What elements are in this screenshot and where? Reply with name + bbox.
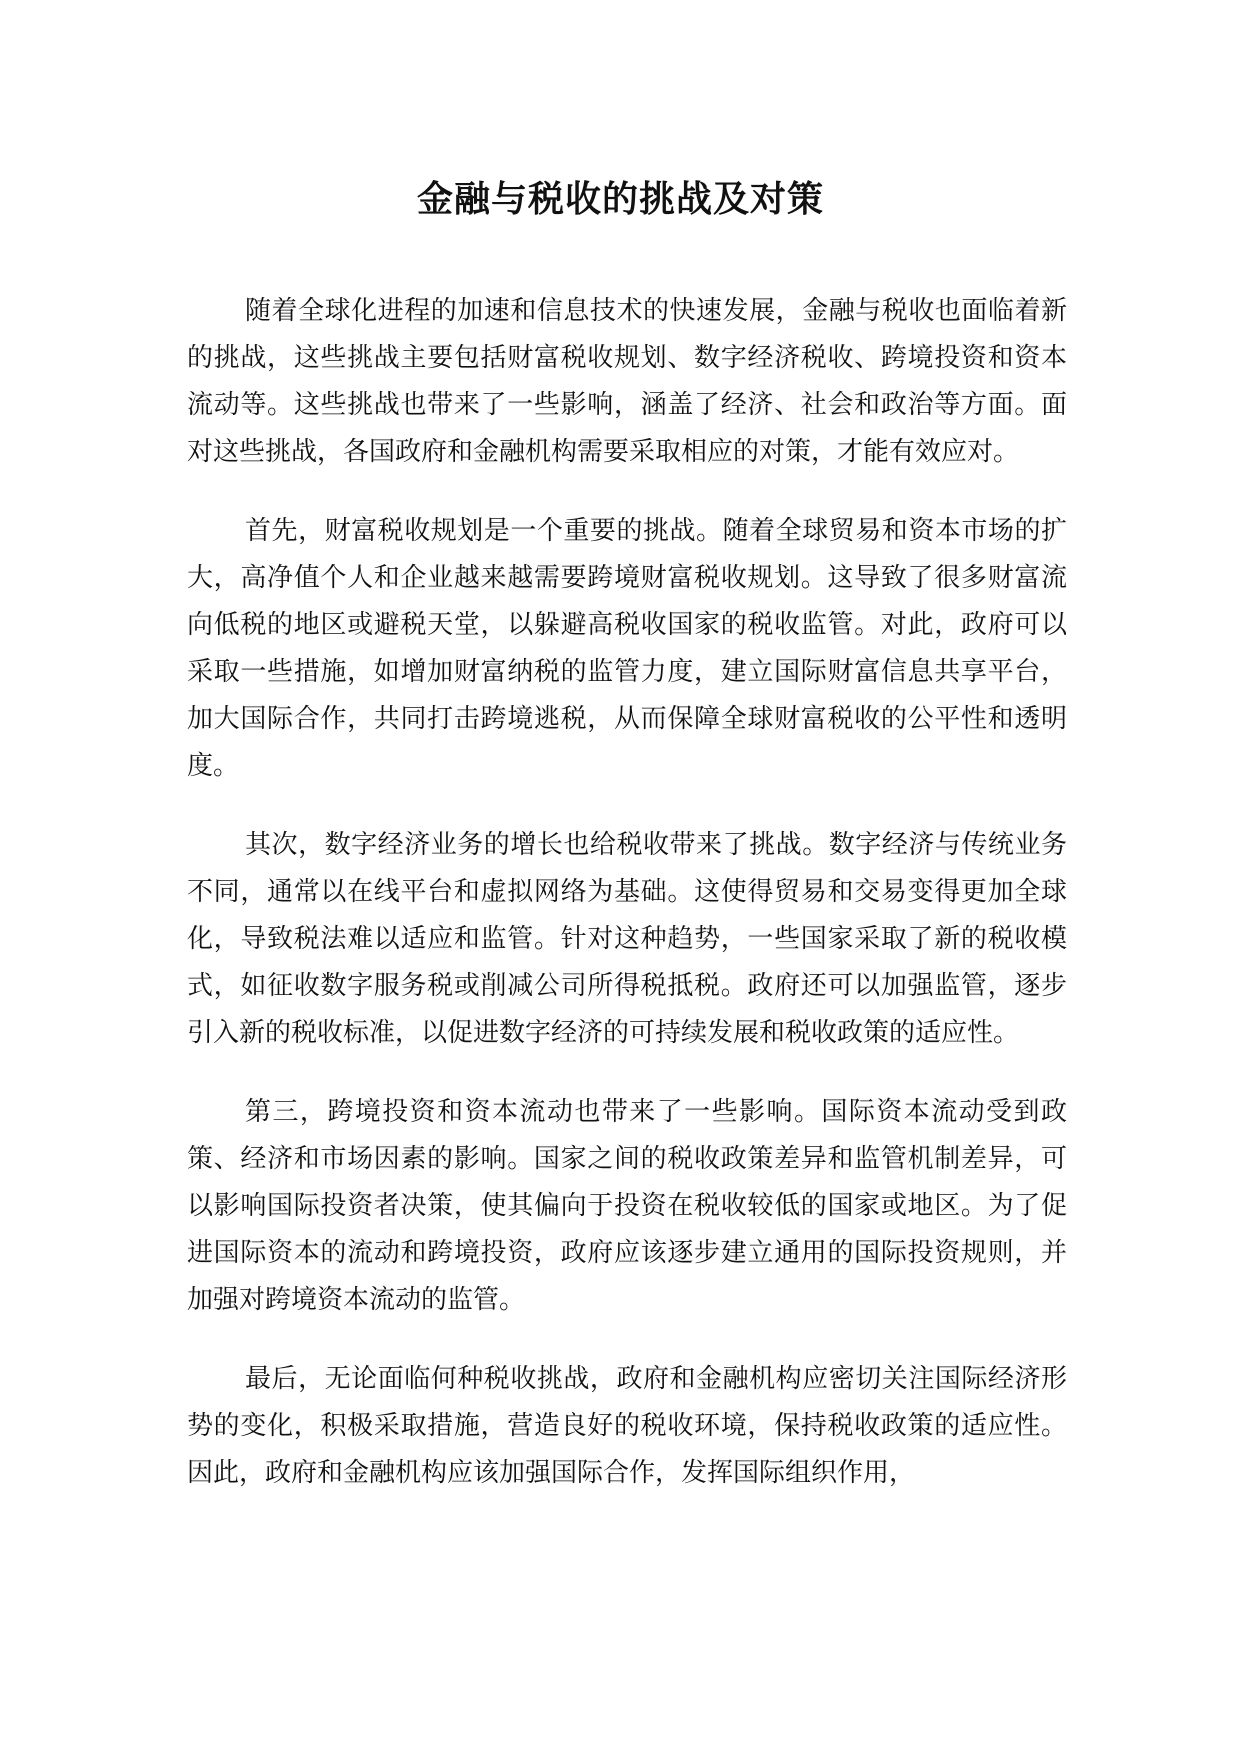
document-title: 金融与税收的挑战及对策 [416, 179, 824, 220]
paragraph-intro: 随着全球化进程的加速和信息技术的快速发展，金融与税收也面临着新的挑战，这些挑战主要包括财富税收规划、数字经济税收、跨境投资和资本流动等。这些挑战也带来了一些影响，涵盖了经济、社会和政治等方面。面对这些挑战，各国政府和金融机构需要采取相应的对策，才能有效应对。 [187, 296, 1067, 467]
paragraph-wealth-tax: 首先，财富税收规划是一个重要的挑战。随着全球贸易和资本市场的扩大，高净值个人和企业越来越需要跨境财富税收规划。这导致了很多财富流向低税的地区或避税天堂，以躲避高税收国家的税收监管。对此，政府可以采取一些措施，如增加财富纳税的监管力度，建立国际财富信息共享平台，加大国际合作，共同打击跨境逃税，从而保障全球财富税收的公平性和透明度。 [187, 516, 1067, 781]
paragraph-conclusion: 最后，无论面临何种税收挑战，政府和金融机构应密切关注国际经济形势的变化，积极采取措施，营造良好的税收环境，保持税收政策的适应性。因此，政府和金融机构应该加强国际合作，发挥国际组织作用， [187, 1364, 1067, 1488]
paragraph-digital-economy: 其次，数字经济业务的增长也给税收带来了挑战。数字经济与传统业务不同，通常以在线平台和虚拟网络为基础。这使得贸易和交易变得更加全球化，导致税法难以适应和监管。针对这种趋势，一些国家采取了新的税收模式，如征收数字服务税或削减公司所得税抵税。政府还可以加强监管，逐步引入新的税收标准，以促进数字经济的可持续发展和税收政策的适应性。 [187, 830, 1067, 1048]
paragraph-cross-border-investment: 第三，跨境投资和资本流动也带来了一些影响。国际资本流动受到政策、经济和市场因素的影响。国家之间的税收政策差异和监管机制差异，可以影响国际投资者决策，使其偏向于投资在税收较低的国家或地区。为了促进国际资本的流动和跨境投资，政府应该逐步建立通用的国际投资规则，并加强对跨境资本流动的监管。 [187, 1097, 1067, 1315]
document-body [187, 288, 1067, 1529]
